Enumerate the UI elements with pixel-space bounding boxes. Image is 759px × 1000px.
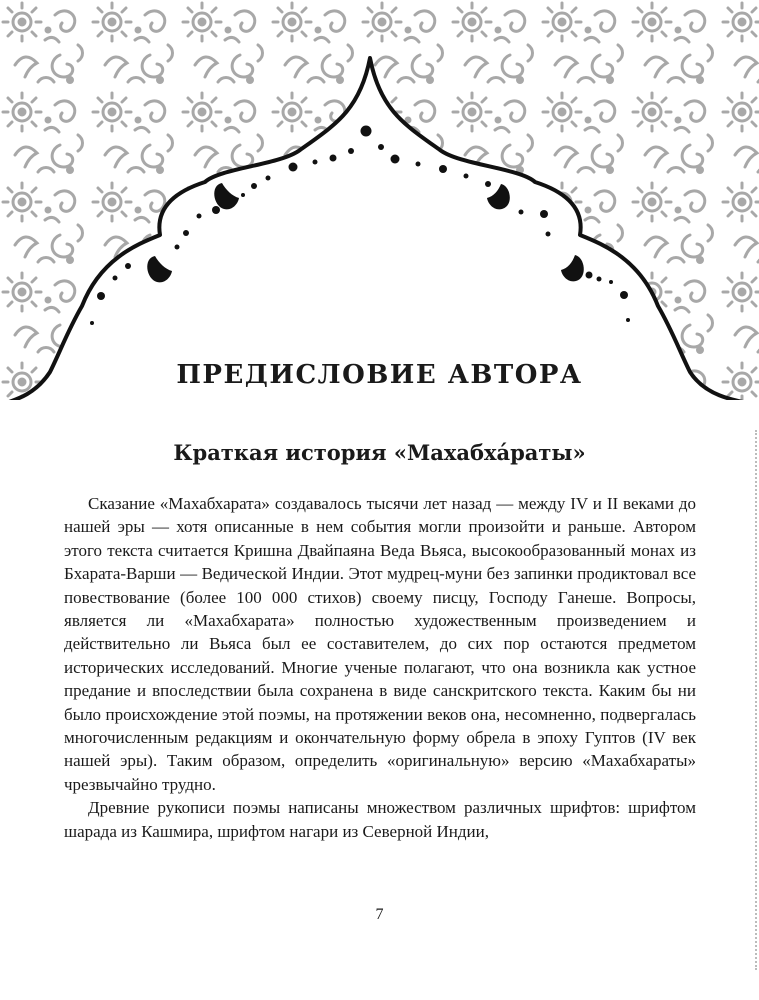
paragraph: Древние рукописи поэмы написаны множеством различных шрифтов: шрифтом шарада из Кашмира, шрифтом нагари из Северной Индии, (64, 798, 696, 841)
body-text (64, 492, 696, 843)
page-heading: ПРЕДИСЛОВИЕ АВТОРА (176, 360, 583, 390)
page-number: 7 (375, 906, 384, 923)
paragraph: Сказание «Махабхарата» создавалось тысячи лет назад — между IV и II веками до нашей эры — хотя описанные в нем события могли произойти и раньше. Автором этого текста считается Кришна Двайпаяна Веда Вьяса, высокообразованный монах из Бхарата-Варши — Ведической Индии. Этот мудрец-муни без запинки продиктовал все повествование (более 100 000 стихов) своему писцу, Господу Ганеше. Вопросы, является ли «Махабхарата» полностью художественным произведением и действительно ли Вьяса был ее составителем, до сих пор остаются предметом исторических исследований. Многие ученые полагают, что она возникла как устное предание и впоследствии была сохранена в виде санскритского текста. Каким бы ни было происхождение этой поэмы, на протяжении веков она, несомненно, подвергалась многочисленным редакциям и окончательную форму обрела в эпоху Гуптов (IV век нашей эры). Таким образом, определить «оригинальную» версию «Махабхараты» чрезвычайно трудно. (64, 494, 696, 794)
page-edge-divider (751, 430, 757, 970)
section-subheading: Краткая история «Махабха́раты» (173, 440, 586, 465)
mandala-arch-ornament-icon (0, 0, 759, 400)
